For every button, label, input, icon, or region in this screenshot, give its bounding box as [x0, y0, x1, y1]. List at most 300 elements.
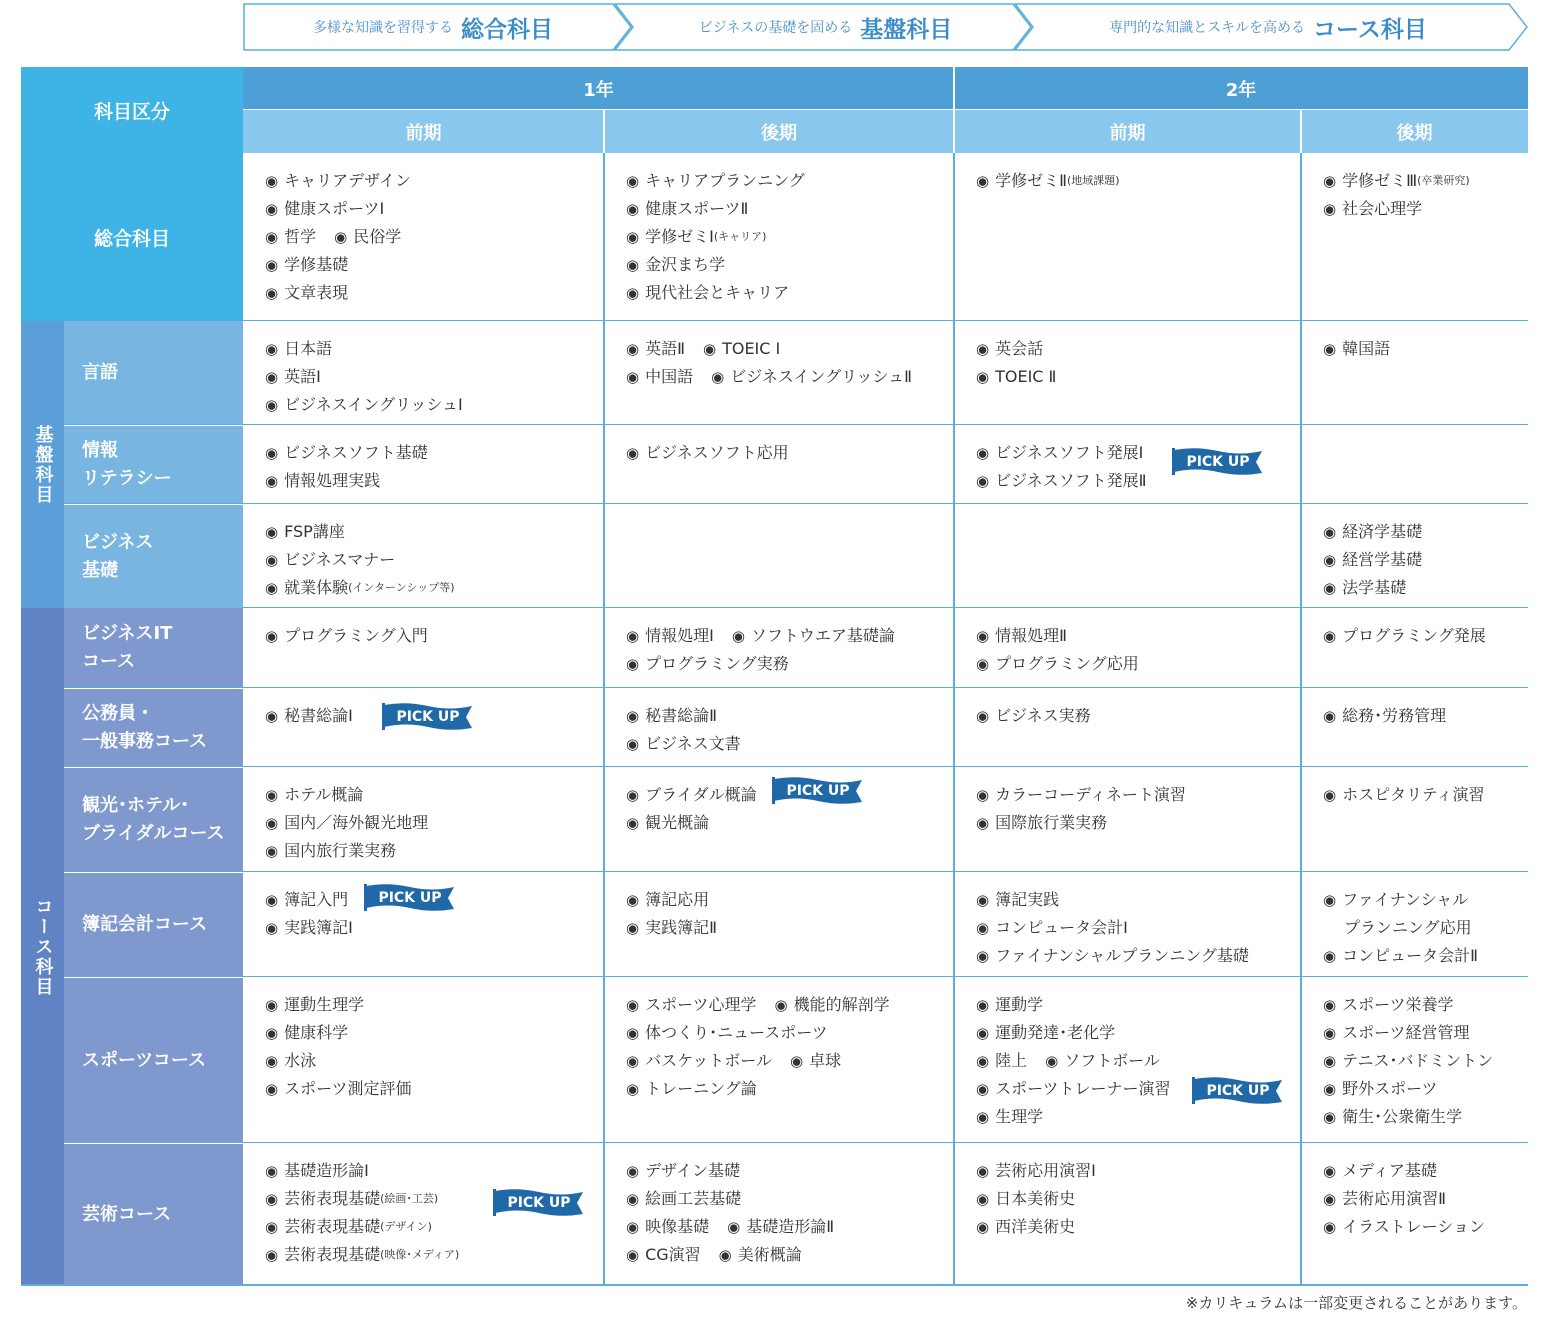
row-label: 言語 — [64, 321, 243, 425]
course-item — [626, 914, 717, 942]
course-name: TOEIC Ⅱ — [995, 367, 1057, 386]
column-divider — [603, 153, 605, 1285]
bullet-icon: ◉ — [718, 1246, 732, 1264]
course-item — [265, 195, 384, 223]
course-name: 経済学基礎 — [1342, 522, 1423, 541]
course-line — [626, 439, 954, 467]
course-name: キャリアデザイン — [284, 171, 411, 190]
course-name: 情報処理実践 — [284, 471, 381, 490]
pickup-flag — [1172, 446, 1264, 476]
bullet-icon: ◉ — [976, 786, 990, 804]
course-name: スポーツトレーナー演習 — [995, 1079, 1171, 1098]
course-name: 観光概論 — [645, 813, 710, 832]
course-item — [626, 1075, 757, 1103]
course-line — [626, 650, 954, 678]
bullet-icon: ◉ — [1323, 1162, 1337, 1180]
course-note: (デザイン) — [380, 1220, 432, 1233]
bullet-icon: ◉ — [976, 919, 990, 937]
category-header: 科目区分 — [21, 67, 243, 153]
course-item — [265, 1213, 432, 1241]
course-item — [265, 837, 396, 865]
bullet-icon: ◉ — [265, 284, 279, 302]
term-header-y1-second: 後期 — [604, 110, 954, 153]
pickup-flag — [772, 775, 864, 805]
course-note: (映像･メディア) — [380, 1248, 460, 1261]
course-name: ソフトボール — [1064, 1051, 1160, 1070]
course-line — [626, 809, 954, 837]
bullet-icon: ◉ — [265, 396, 279, 414]
course-item — [626, 1019, 828, 1047]
course-cell — [604, 153, 954, 321]
course-line — [976, 914, 1301, 942]
course-cell — [1301, 767, 1528, 872]
course-item — [1323, 167, 1470, 195]
course-note: (インターンシップ等) — [348, 581, 455, 594]
course-name: 国内旅行業実務 — [284, 841, 397, 860]
course-name: 秘書総論Ⅰ — [284, 706, 353, 725]
course-line — [265, 363, 604, 391]
course-item — [976, 1019, 1115, 1047]
course-cell — [243, 321, 604, 425]
bullet-icon: ◉ — [1323, 172, 1337, 190]
course-item — [1323, 574, 1406, 602]
course-name: 総務･労務管理 — [1342, 706, 1447, 725]
bullet-icon: ◉ — [1323, 1080, 1337, 1098]
course-line — [626, 914, 954, 942]
header-divider — [603, 110, 605, 153]
course-line — [265, 991, 604, 1019]
course-name: 芸術表現基礎 — [284, 1189, 381, 1208]
course-cell — [604, 688, 954, 767]
course-name: 機能的解剖学 — [793, 995, 890, 1014]
bullet-icon: ◉ — [265, 444, 279, 462]
bullet-icon: ◉ — [976, 996, 990, 1014]
course-name: カラーコーディネート演習 — [995, 785, 1186, 804]
course-line — [976, 809, 1301, 837]
course-name: 情報処理Ⅰ — [645, 626, 714, 645]
course-item — [265, 991, 364, 1019]
course-name: 学修ゼミⅠ — [645, 227, 714, 246]
pickup-label: PICK UP — [1206, 1083, 1270, 1099]
course-line — [1323, 622, 1528, 650]
course-line — [626, 1075, 954, 1103]
pickup-flag — [1192, 1075, 1284, 1105]
course-name: 簿記応用 — [645, 890, 710, 909]
course-cell — [1301, 608, 1528, 688]
course-note: (卒業研究) — [1417, 174, 1470, 187]
column-divider — [1300, 153, 1302, 1285]
course-name: 運動学 — [995, 995, 1044, 1014]
bullet-icon: ◉ — [626, 1162, 640, 1180]
course-cell — [1301, 1143, 1528, 1285]
group-label-text: コース科目 — [32, 896, 54, 997]
course-item — [774, 991, 889, 1019]
course-name: 実践簿記Ⅰ — [284, 918, 353, 937]
course-name: ビジネスソフト発展Ⅱ — [995, 471, 1147, 490]
course-item — [265, 518, 345, 546]
course-line — [265, 167, 604, 195]
course-item — [1323, 991, 1453, 1019]
course-line — [976, 1019, 1301, 1047]
pickup-flag — [364, 882, 456, 912]
row-label: 情報 リテラシー — [64, 425, 243, 504]
course-item — [1323, 1185, 1446, 1213]
course-line — [1323, 1019, 1528, 1047]
course-name: ビジネスソフト発展Ⅰ — [995, 443, 1144, 462]
course-line — [1323, 1213, 1528, 1241]
bullet-icon: ◉ — [626, 1218, 640, 1236]
bullet-icon: ◉ — [626, 172, 640, 190]
course-item — [265, 809, 428, 837]
course-item — [727, 1213, 834, 1241]
bullet-icon: ◉ — [976, 655, 990, 673]
course-item — [976, 1047, 1027, 1075]
course-item — [265, 279, 348, 307]
course-item — [265, 167, 411, 195]
course-item — [976, 991, 1043, 1019]
course-name: 情報処理Ⅱ — [995, 626, 1067, 645]
course-name: 国内／海外観光地理 — [284, 813, 429, 832]
course-line — [626, 1019, 954, 1047]
course-cell — [604, 504, 954, 608]
course-item — [265, 781, 363, 809]
column-divider — [953, 153, 955, 1285]
bullet-icon: ◉ — [626, 228, 640, 246]
course-cell — [604, 977, 954, 1143]
term-header-y2-second: 後期 — [1301, 110, 1528, 153]
course-cell — [954, 608, 1301, 688]
course-line — [626, 1213, 954, 1241]
course-line — [265, 622, 604, 650]
bullet-icon: ◉ — [976, 444, 990, 462]
bullet-icon: ◉ — [1323, 1052, 1337, 1070]
course-name: 芸術表現基礎 — [284, 1217, 381, 1236]
course-line — [626, 730, 954, 758]
course-line — [626, 223, 954, 251]
bullet-icon: ◉ — [265, 814, 279, 832]
course-item — [1323, 195, 1422, 223]
course-line — [265, 251, 604, 279]
bullet-icon: ◉ — [1323, 551, 1337, 569]
course-item — [1323, 1103, 1462, 1131]
course-line — [265, 1047, 604, 1075]
course-item — [626, 730, 741, 758]
course-name: 西洋美術史 — [995, 1217, 1076, 1236]
course-item — [626, 167, 805, 195]
bullet-icon: ◉ — [265, 551, 279, 569]
course-line — [626, 622, 954, 650]
course-item — [265, 702, 353, 730]
bullet-icon: ◉ — [976, 1218, 990, 1236]
pickup-label: PICK UP — [1186, 454, 1250, 470]
course-line — [1323, 574, 1528, 602]
course-cell — [954, 321, 1301, 425]
course-cell — [243, 504, 604, 608]
bullet-icon: ◉ — [1323, 200, 1337, 218]
course-item — [1323, 1047, 1493, 1075]
course-cell — [954, 1143, 1301, 1285]
course-name: スポーツ測定評価 — [284, 1079, 412, 1098]
course-line — [1323, 1047, 1528, 1075]
bullet-icon: ◉ — [976, 1080, 990, 1098]
course-cell — [1301, 153, 1528, 321]
course-item — [265, 363, 321, 391]
course-name: 韓国語 — [1342, 339, 1391, 358]
course-name: ビジネス実務 — [995, 706, 1091, 725]
course-name: 秘書総論Ⅱ — [645, 706, 717, 725]
curriculum-flow-banner — [243, 3, 1530, 51]
flow-step-main: コース科目 — [1313, 16, 1427, 43]
bullet-icon: ◉ — [265, 340, 279, 358]
course-item — [976, 622, 1067, 650]
course-item — [265, 1241, 459, 1269]
course-line — [976, 650, 1301, 678]
course-item — [976, 886, 1059, 914]
course-item — [265, 1157, 369, 1185]
course-cell — [604, 608, 954, 688]
course-cell — [954, 767, 1301, 872]
bullet-icon: ◉ — [976, 1190, 990, 1208]
course-item — [265, 886, 348, 914]
course-name: ソフトウエア基礎論 — [750, 626, 895, 645]
bullet-icon: ◉ — [265, 172, 279, 190]
bullet-icon: ◉ — [1323, 996, 1337, 1014]
course-item — [626, 702, 717, 730]
bullet-icon: ◉ — [265, 786, 279, 804]
course-item — [626, 886, 709, 914]
course-name: 卓球 — [809, 1051, 842, 1070]
course-line — [265, 467, 604, 495]
course-item — [976, 809, 1107, 837]
bullet-icon: ◉ — [1323, 1024, 1337, 1042]
course-item — [626, 781, 757, 809]
bullet-icon: ◉ — [265, 1052, 279, 1070]
course-name: 基礎造形論Ⅰ — [284, 1161, 369, 1180]
course-name: コンピュータ会計Ⅰ — [995, 918, 1128, 937]
course-name: 英語Ⅱ — [645, 339, 685, 358]
bullet-icon: ◉ — [265, 1246, 279, 1264]
bullet-icon: ◉ — [626, 444, 640, 462]
course-line — [265, 1241, 604, 1269]
course-item — [626, 622, 714, 650]
course-cell — [604, 872, 954, 977]
course-item — [265, 223, 316, 251]
course-name: 中国語 — [645, 367, 694, 386]
course-name: プランニング応用 — [1344, 918, 1472, 937]
course-cell — [954, 504, 1301, 608]
row-label: スポーツコース — [64, 977, 243, 1143]
course-cell — [243, 425, 604, 504]
course-name: スポーツ心理学 — [645, 995, 757, 1014]
course-cell — [954, 153, 1301, 321]
course-note: (絵画･工芸) — [380, 1192, 439, 1205]
course-name: CG演習 — [645, 1245, 701, 1264]
course-name: キャリアプランニング — [645, 171, 805, 190]
course-name: ブライダル概論 — [645, 785, 757, 804]
bullet-icon: ◉ — [976, 891, 990, 909]
course-name: 簿記実践 — [995, 890, 1060, 909]
course-name: ビジネスイングリッシュⅡ — [730, 367, 912, 386]
course-line — [1323, 914, 1528, 942]
bullet-icon: ◉ — [265, 1162, 279, 1180]
bullet-icon: ◉ — [1323, 579, 1337, 597]
bullet-icon: ◉ — [626, 1246, 640, 1264]
course-name: 芸術応用演習Ⅰ — [995, 1161, 1096, 1180]
course-item — [626, 195, 748, 223]
bullet-icon: ◉ — [976, 627, 990, 645]
bullet-icon: ◉ — [1323, 786, 1337, 804]
course-line — [976, 1103, 1301, 1131]
course-item — [626, 991, 756, 1019]
course-line — [265, 279, 604, 307]
course-item — [265, 251, 348, 279]
course-line — [626, 167, 954, 195]
pickup-flag-icon — [493, 1187, 585, 1217]
course-item — [265, 574, 455, 602]
header-divider — [1300, 110, 1302, 153]
course-line — [976, 1047, 1301, 1075]
bullet-icon: ◉ — [1323, 1190, 1337, 1208]
bullet-icon: ◉ — [626, 340, 640, 358]
course-line — [626, 1241, 954, 1269]
bullet-icon: ◉ — [626, 1052, 640, 1070]
course-item — [1045, 1047, 1160, 1075]
course-name: メディア基礎 — [1342, 1161, 1437, 1180]
course-name: 絵画工芸基礎 — [645, 1189, 742, 1208]
course-name: 日本美術史 — [995, 1189, 1076, 1208]
course-name: 水泳 — [284, 1051, 317, 1070]
course-name: 運動発達･老化学 — [995, 1023, 1116, 1042]
course-name: 社会心理学 — [1342, 199, 1423, 218]
year2-header: 2年 — [954, 67, 1528, 110]
bullet-icon: ◉ — [626, 996, 640, 1014]
pickup-flag-icon — [364, 882, 456, 912]
bullet-icon: ◉ — [1323, 1218, 1337, 1236]
bullet-icon: ◉ — [334, 228, 348, 246]
course-name: 英会話 — [995, 339, 1044, 358]
course-name: FSP講座 — [284, 522, 345, 541]
course-item — [703, 335, 780, 363]
course-item — [626, 335, 685, 363]
course-item — [976, 335, 1043, 363]
course-item — [976, 363, 1056, 391]
course-line — [1323, 991, 1528, 1019]
course-line — [976, 363, 1301, 391]
course-line — [265, 1213, 604, 1241]
course-line — [1323, 702, 1528, 730]
course-item — [626, 363, 693, 391]
bullet-icon: ◉ — [265, 842, 279, 860]
year1-header: 1年 — [243, 67, 954, 110]
bullet-icon: ◉ — [265, 523, 279, 541]
course-name: 哲学 — [284, 227, 317, 246]
course-line — [976, 942, 1301, 970]
bullet-icon: ◉ — [265, 1080, 279, 1098]
course-item — [976, 914, 1128, 942]
course-name: デザイン基礎 — [645, 1161, 740, 1180]
header-divider — [953, 67, 955, 153]
course-name: 健康スポーツⅠ — [284, 199, 385, 218]
bullet-icon: ◉ — [265, 707, 279, 725]
course-name: ビジネスソフト応用 — [645, 443, 789, 462]
course-item — [1323, 546, 1422, 574]
course-item — [1323, 518, 1422, 546]
bullet-icon: ◉ — [774, 996, 788, 1014]
course-note: (地域課題) — [1066, 174, 1120, 187]
course-name: 実践簿記Ⅱ — [645, 918, 717, 937]
course-line — [626, 1185, 954, 1213]
bullet-icon: ◉ — [727, 1218, 741, 1236]
bullet-icon: ◉ — [626, 284, 640, 302]
course-name: ビジネス文書 — [645, 734, 741, 753]
course-item — [626, 1047, 772, 1075]
course-line — [1323, 1103, 1528, 1131]
bullet-icon: ◉ — [626, 707, 640, 725]
course-cell — [1301, 504, 1528, 608]
course-name: プログラミング応用 — [995, 654, 1139, 673]
course-line — [1323, 886, 1528, 914]
course-line — [976, 702, 1301, 730]
pickup-flag — [382, 701, 474, 731]
flow-step-course — [1033, 3, 1503, 51]
course-line — [626, 991, 954, 1019]
course-line — [976, 1185, 1301, 1213]
row-label: 公務員・ 一般事務コース — [64, 688, 243, 767]
course-name: ホテル概論 — [284, 785, 364, 804]
pickup-label: PICK UP — [378, 890, 442, 906]
course-line — [1323, 167, 1528, 195]
course-line — [1323, 1157, 1528, 1185]
bullet-icon: ◉ — [626, 368, 640, 386]
course-item — [626, 1241, 701, 1269]
course-line — [626, 363, 954, 391]
term-header-y1-first: 前期 — [243, 110, 604, 153]
course-line — [1323, 195, 1528, 223]
course-line — [265, 574, 604, 602]
pickup-flag-icon — [772, 775, 864, 805]
bullet-icon: ◉ — [626, 655, 640, 673]
course-name: バスケットボール — [645, 1051, 772, 1070]
course-name: 生理学 — [995, 1107, 1044, 1126]
course-line — [265, 914, 604, 942]
course-line — [265, 781, 604, 809]
course-item — [1323, 1019, 1469, 1047]
pickup-flag-icon — [382, 701, 474, 731]
course-name: ファイナンシャルプランニング基礎 — [995, 946, 1249, 965]
bullet-icon: ◉ — [976, 472, 990, 490]
course-name: 健康スポーツⅡ — [645, 199, 749, 218]
course-name: イラストレーション — [1342, 1217, 1485, 1236]
course-name: 簿記入門 — [284, 890, 349, 909]
course-name: ビジネスソフト基礎 — [284, 443, 428, 462]
course-item — [1323, 942, 1478, 970]
course-item — [976, 167, 1120, 195]
course-name: 学修ゼミⅢ — [1342, 171, 1418, 190]
row-label: 観光･ホテル･ ブライダルコース — [64, 767, 243, 872]
course-line — [626, 1157, 954, 1185]
bullet-icon: ◉ — [265, 579, 279, 597]
course-item — [265, 914, 353, 942]
group-label-kiban — [21, 321, 64, 608]
course-cell — [604, 1143, 954, 1285]
course-name: 衛生･公衆衛生学 — [1342, 1107, 1463, 1126]
course-name: 金沢まち学 — [645, 255, 726, 274]
course-item — [265, 391, 463, 419]
course-item — [626, 1157, 740, 1185]
flow-step-sogo — [243, 3, 623, 51]
course-item — [976, 942, 1249, 970]
course-name: プログラミング入門 — [284, 626, 428, 645]
